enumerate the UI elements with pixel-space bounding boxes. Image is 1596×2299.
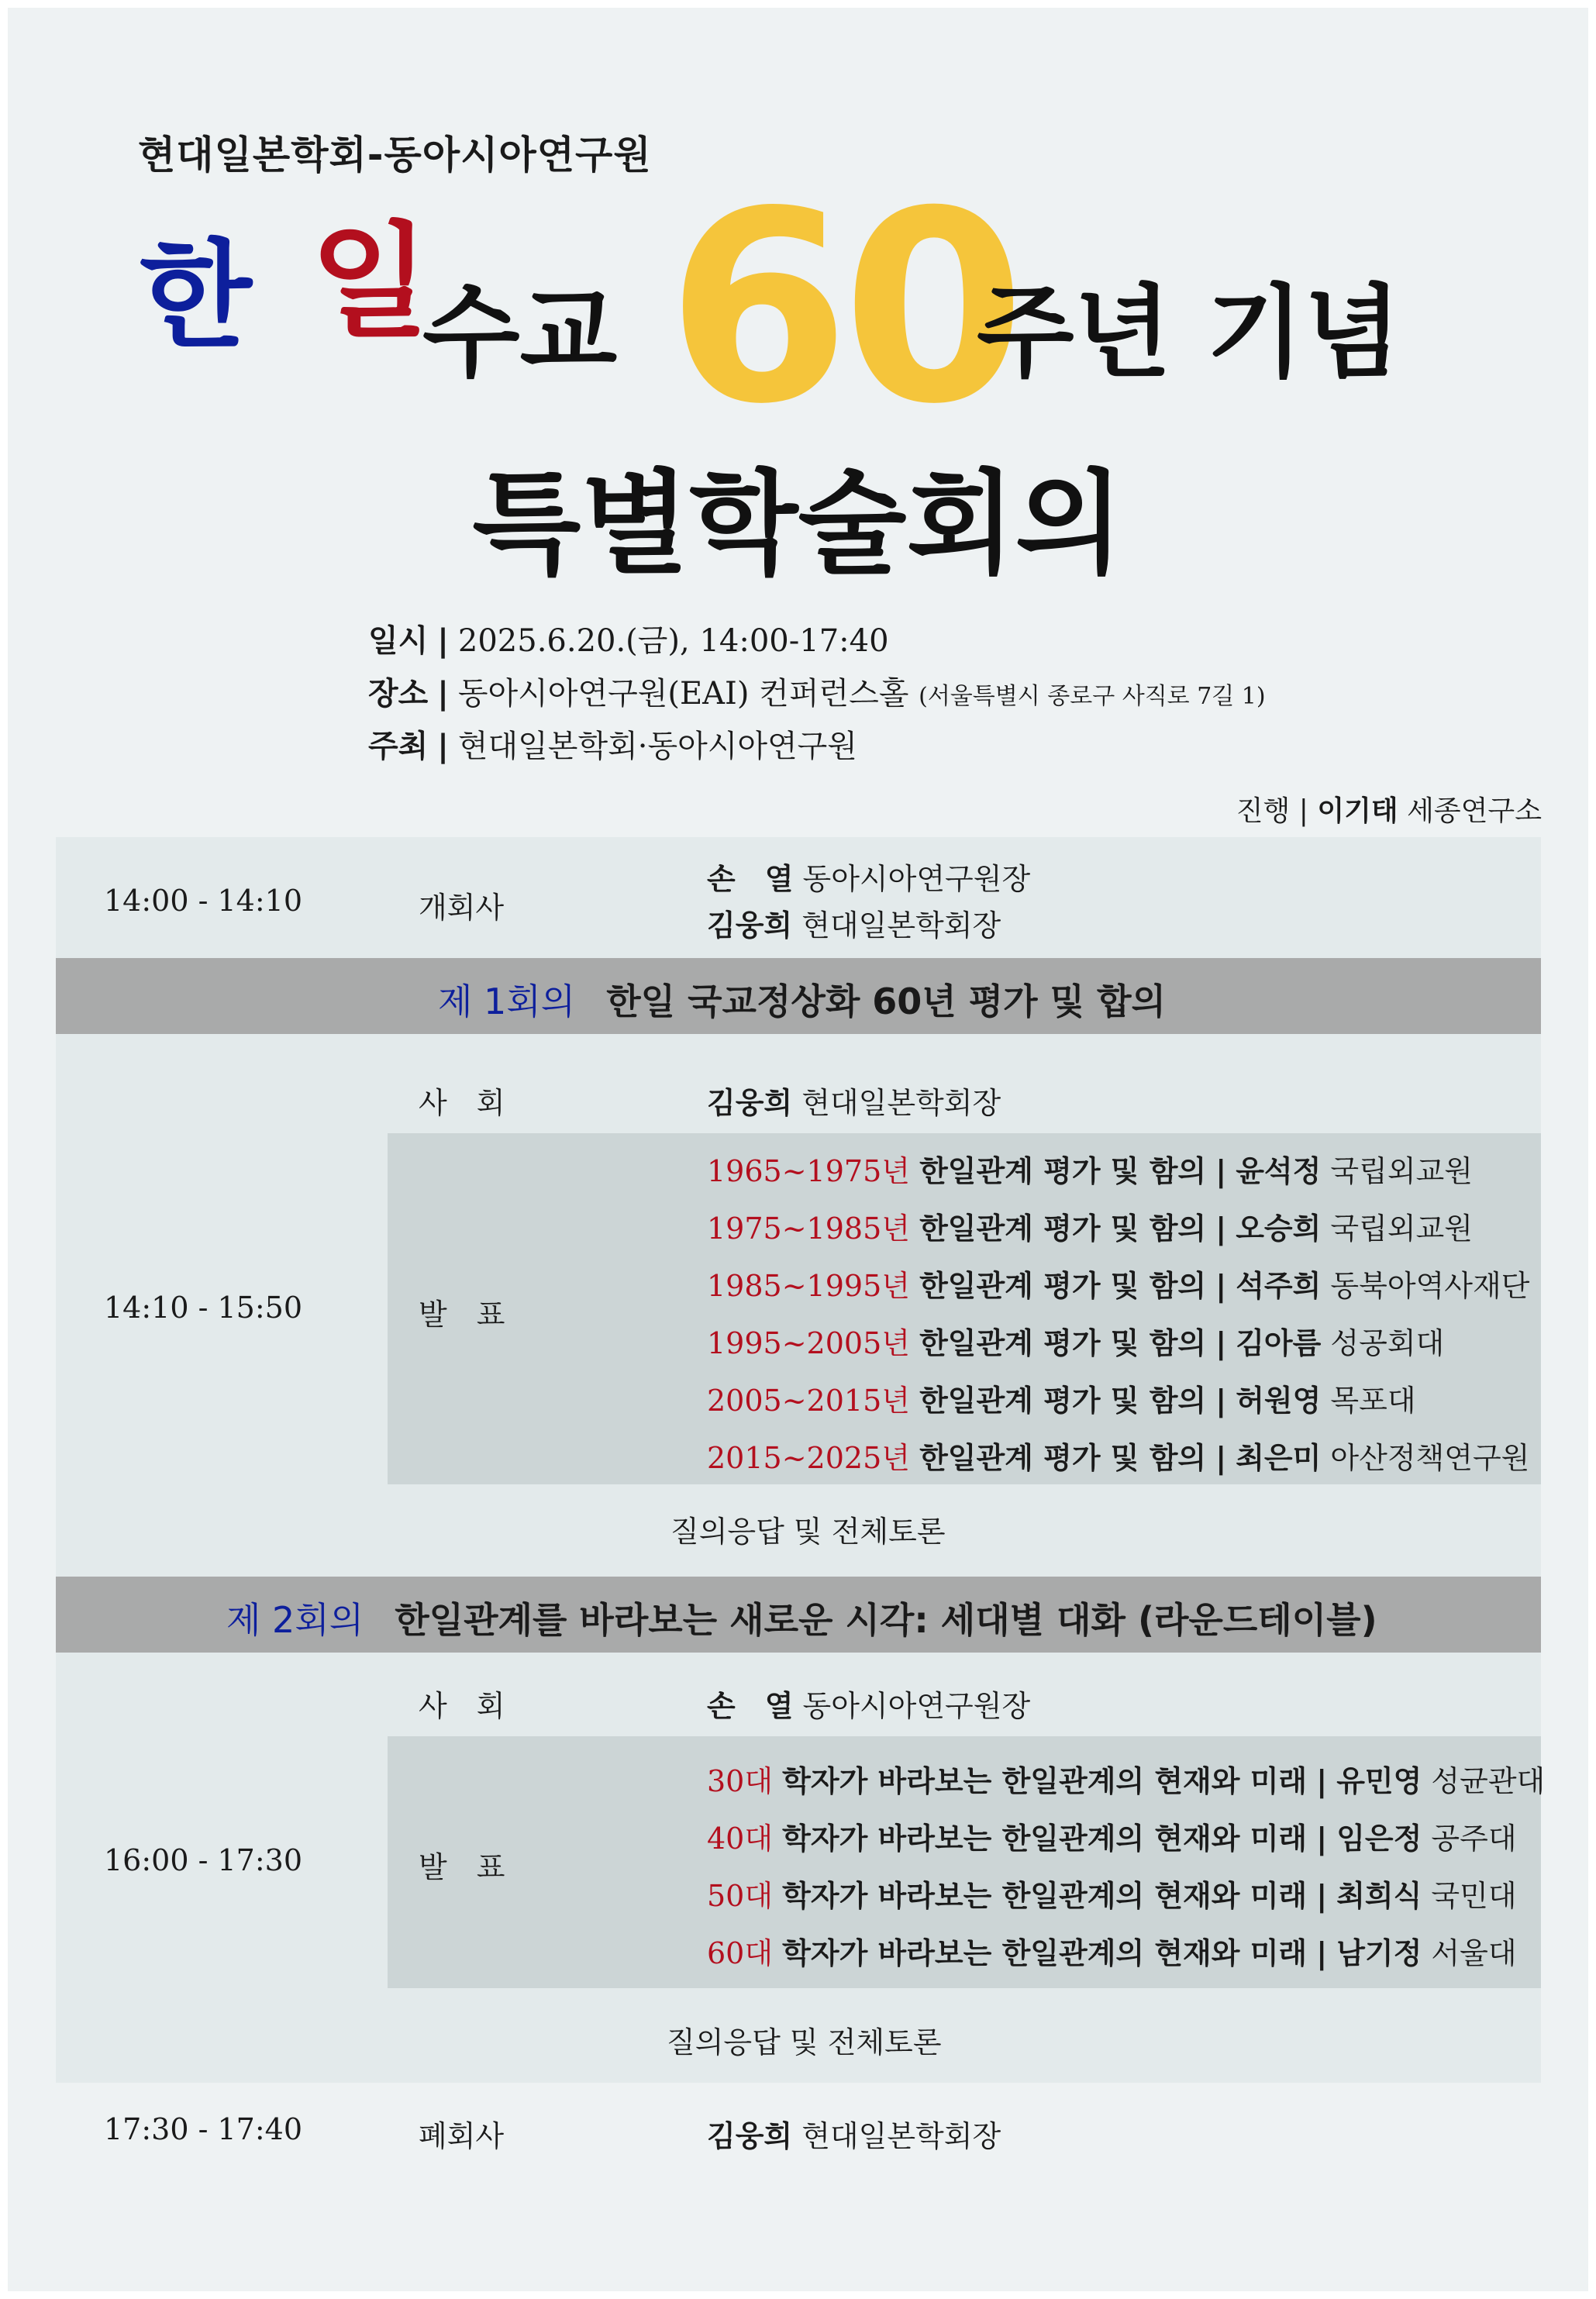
moderator-name: 이기태 bbox=[1317, 795, 1398, 827]
session2-title: 한일관계를 바라보는 새로운 시각: 세대별 대화 (라운드테이블) bbox=[395, 1599, 1377, 1641]
title-sugyo: 수교 bbox=[422, 274, 618, 391]
presentation-item: 60대 학자가 바라보는 한일관계의 현재와 미래 | 남기정 서울대 bbox=[707, 1936, 1517, 1970]
session2-chair: 손 열 동아시아연구원장 bbox=[707, 1689, 1031, 1723]
title-il: 일 bbox=[310, 209, 430, 354]
session2-number: 제 2회의 bbox=[226, 1599, 364, 1641]
title-han: 한 bbox=[140, 229, 252, 364]
session1-title: 한일 국교정상화 60년 평가 및 합의 bbox=[606, 981, 1166, 1022]
presentation-item: 50대 학자가 바라보는 한일관계의 현재와 미래 | 최희식 국민대 bbox=[707, 1879, 1517, 1913]
info-date: 일시 | 2025.6.20.(금), 14:00-17:40 bbox=[368, 623, 889, 659]
closing-speaker: 김웅희 현대일본학회장 bbox=[707, 2119, 1001, 2153]
title-sixty: 60 bbox=[667, 155, 1019, 462]
session1-title-line bbox=[438, 974, 1166, 1025]
opening-time: 14:00 - 14:10 bbox=[104, 884, 303, 918]
session1-time: 14:10 - 15:50 bbox=[104, 1291, 303, 1325]
session1-chair-role: 사 회 bbox=[419, 1086, 505, 1120]
presentation-item: 2005~2015년 한일관계 평가 및 함의 | 허원영 목포대 bbox=[707, 1384, 1416, 1418]
session1-discussion: 질의응답 및 전체토론 bbox=[670, 1515, 946, 1549]
session2-pres-role: 발 표 bbox=[419, 1850, 505, 1884]
presentation-item: 30대 학자가 바라보는 한일관계의 현재와 미래 | 유민영 성균관대 bbox=[707, 1764, 1546, 1798]
title-anniversary: 주년 기념 bbox=[977, 274, 1401, 391]
info-host: 주최 | 현대일본학회·동아시아연구원 bbox=[368, 729, 857, 764]
opening-role: 개회사 bbox=[419, 891, 505, 925]
opening-speaker: 손 열 동아시아연구원장 bbox=[707, 862, 1031, 896]
host-value: 현대일본학회·동아시아연구원 bbox=[457, 729, 857, 764]
moderator-affil: 세종연구소 bbox=[1407, 795, 1542, 827]
organizers-heading: 현대일본학회-동아시아연구원 bbox=[138, 133, 652, 178]
presentation-item: 40대 학자가 바라보는 한일관계의 현재와 미래 | 임은정 공주대 bbox=[707, 1822, 1517, 1856]
presentation-item: 1975~1985년 한일관계 평가 및 함의 | 오승희 국립외교원 bbox=[707, 1212, 1473, 1246]
session1-pres-role: 발 표 bbox=[419, 1298, 505, 1332]
opening-speaker: 김웅희 현대일본학회장 bbox=[707, 908, 1001, 943]
subtitle: 특별학술회의 bbox=[472, 459, 1124, 590]
presentation-item: 2015~2025년 한일관계 평가 및 함의 | 최은미 아산정책연구원 bbox=[707, 1441, 1530, 1475]
session2-chair-role: 사 회 bbox=[419, 1689, 505, 1723]
session1-chair: 김웅희 현대일본학회장 bbox=[707, 1086, 1001, 1120]
moderator-line: 진행 | 이기태 세종연구소 bbox=[1236, 795, 1542, 827]
session1-number: 제 1회의 bbox=[438, 981, 576, 1022]
presentation-item: 1985~1995년 한일관계 평가 및 함의 | 석주희 동북아역사재단 bbox=[707, 1269, 1530, 1303]
session2-title-line bbox=[226, 1592, 1377, 1643]
session2-discussion: 질의응답 및 전체토론 bbox=[667, 2025, 942, 2059]
info-place: 장소 | 동아시아연구원(EAI) 컨퍼런스홀 (서울특별시 종로구 사직로 7길 1) bbox=[368, 676, 1266, 712]
session2-time: 16:00 - 17:30 bbox=[104, 1843, 303, 1877]
closing-time: 17:30 - 17:40 bbox=[104, 2112, 303, 2146]
place-address: (서울특별시 종로구 사직로 7길 1) bbox=[919, 683, 1266, 710]
host-label: 주최 bbox=[368, 729, 429, 764]
date-value: 2025.6.20.(금), 14:00-17:40 bbox=[457, 623, 889, 659]
place-label: 장소 bbox=[368, 676, 429, 712]
closing-role: 폐회사 bbox=[419, 2119, 505, 2153]
presentation-item: 1995~2005년 한일관계 평가 및 함의 | 김아름 성공회대 bbox=[707, 1326, 1445, 1360]
date-label: 일시 bbox=[368, 623, 429, 659]
place-value: 동아시아연구원(EAI) 컨퍼런스홀 bbox=[457, 676, 909, 712]
presentation-item: 1965~1975년 한일관계 평가 및 함의 | 윤석정 국립외교원 bbox=[707, 1154, 1473, 1188]
